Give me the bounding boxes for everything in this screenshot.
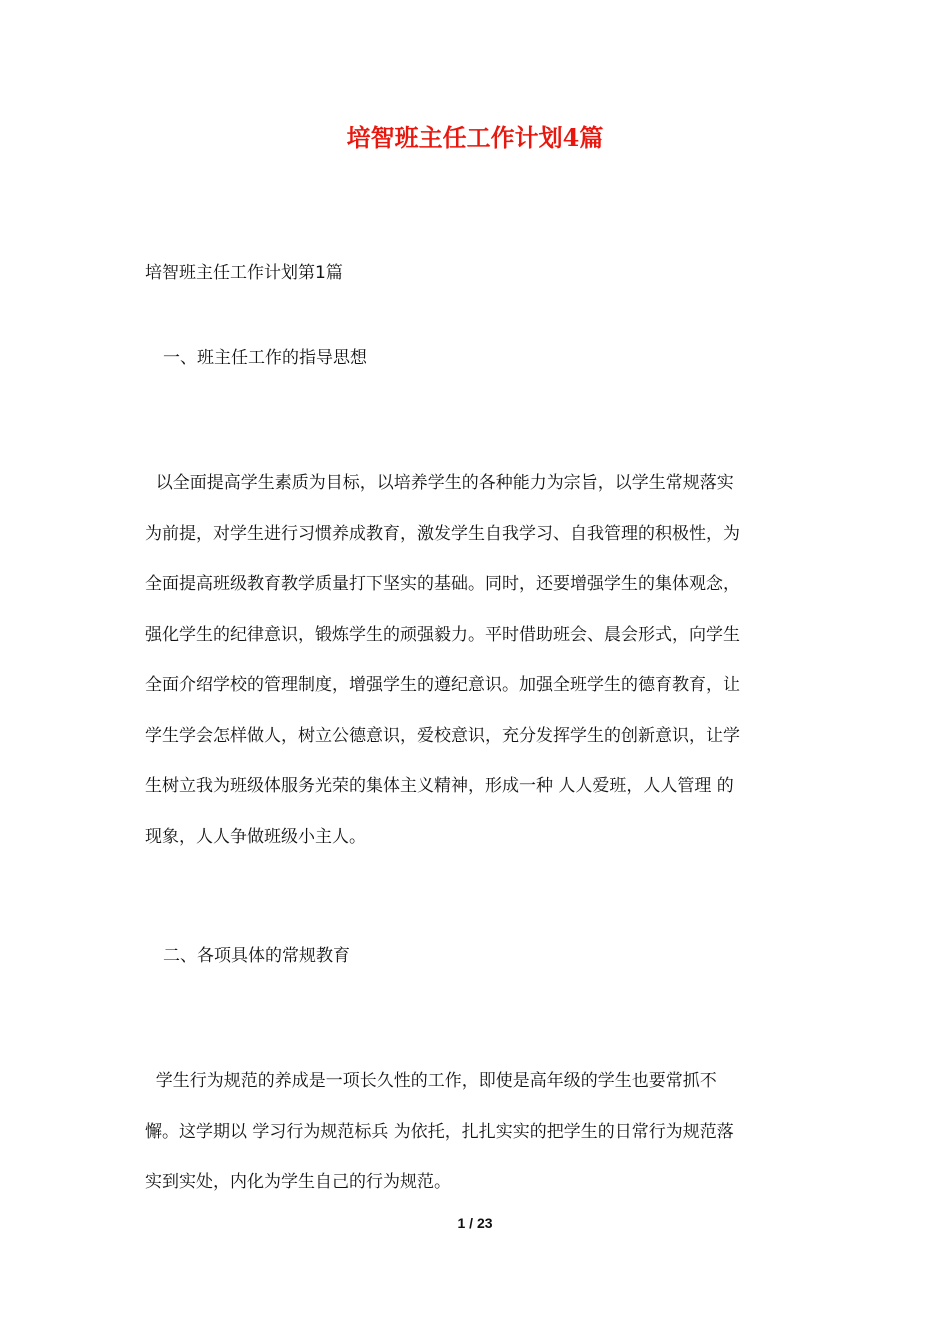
paragraph-line: 为前提，对学生进行习惯养成教育，激发学生自我学习、自我管理的积极性，为 [145,523,740,544]
paragraph-line: 学生行为规范的养成是一项长久性的工作，即使是高年级的学生也要常抓不 [145,1071,717,1091]
page-number: 1 / 23 [457,1215,493,1231]
document-subtitle: 培智班主任工作计划第1篇 [145,263,343,283]
paragraph-line: 懈。这学期以 学习行为规范标兵 为依托，扎扎实实的把学生的日常行为规范落 [145,1121,734,1142]
paragraph-line: 以全面提高学生素质为目标，以培养学生的各种能力为宗旨，以学生常规落实 [145,473,734,493]
paragraph-line: 现象，人人争做班级小主人。 [145,826,366,847]
document-title: 培智班主任工作计划4篇 [346,123,604,152]
section-heading-guiding-ideology: 一、班主任工作的指导思想 [163,348,367,368]
paragraph-line: 实到实处，内化为学生自己的行为规范。 [145,1172,451,1192]
paragraph-line: 全面提高班级教育教学质量打下坚实的基础。同时，还要增强学生的集体观念， [145,574,740,594]
paragraph-line: 强化学生的纪律意识，锻炼学生的顽强毅力。平时借助班会、晨会形式，向学生 [145,624,740,645]
paragraph-line: 全面介绍学校的管理制度，增强学生的遵纪意识。加强全班学生的德育教育，让 [145,675,740,695]
paragraph-line: 生树立我为班级体服务光荣的集体主义精神，形成一种 人人爱班，人人管理 的 [145,776,734,796]
paragraph-routine-education [145,1056,817,1208]
section-heading-routine-education: 二、各项具体的常规教育 [163,946,350,966]
paragraph-guiding-ideology [145,458,817,862]
paragraph-line: 学生学会怎样做人，树立公德意识，爱校意识，充分发挥学生的创新意识，让学 [145,725,740,746]
